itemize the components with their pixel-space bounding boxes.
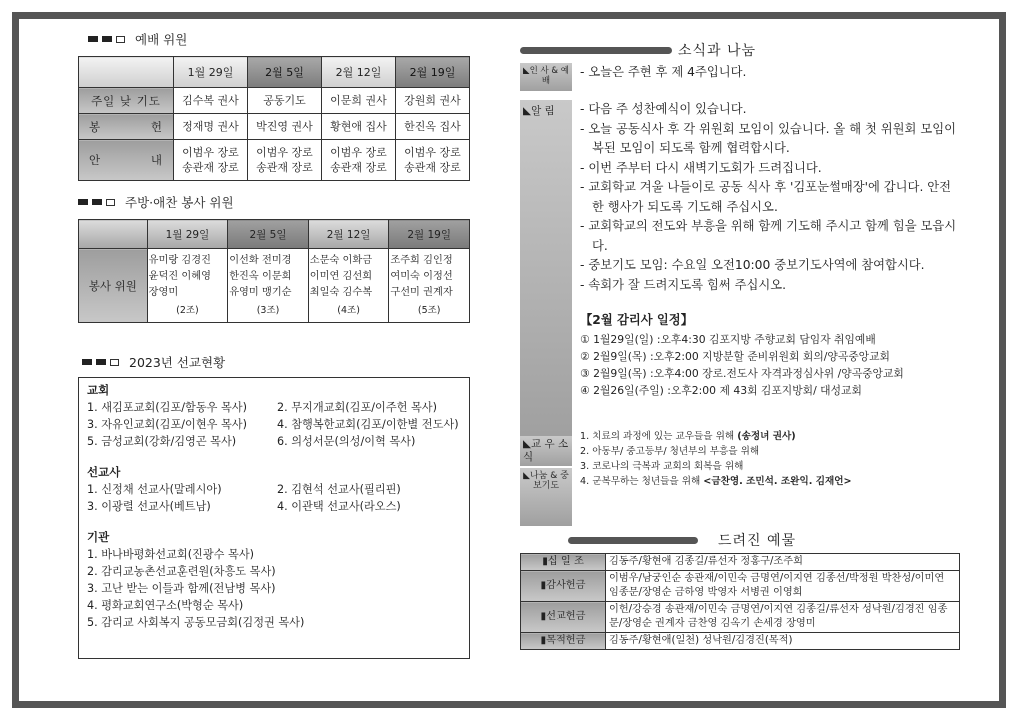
schedule-item: ④ 2월26일(주일) :오후2:00 제 43회 김포지방회/ 대성교회 [580, 383, 862, 397]
square-icon [102, 36, 112, 42]
offering-label: ▮선교헌금 [521, 602, 606, 633]
worship-table [78, 56, 470, 181]
list-item: 1. 새김포교회(김포/함동우 목사) 2. 무지개교회(김포/이주헌 목사) [87, 401, 437, 414]
news-notices [520, 100, 960, 526]
table-corner [79, 57, 174, 88]
member-news-tag: ◣교 우 소 식 [520, 436, 572, 466]
news-section-title: 소식과 나눔 [520, 40, 960, 60]
kitchen-section-title: 주방·애찬 봉사 위원 [78, 193, 470, 211]
notice-tag: ◣알 림 [520, 100, 572, 436]
list-item: 3. 고난 받는 이들과 함께(전남병 목사) [87, 582, 276, 595]
list-item: - 중보기도 모임: 수요일 오전10:00 중보기도사역에 참여합시다. [580, 258, 925, 272]
worship-section-title: 예배 위원 [88, 30, 470, 48]
table-cell: 황현애 집사 [322, 114, 396, 140]
greeting-text: - 오늘은 주현 후 제 4주입니다. [580, 65, 747, 79]
date-header: 2월 5일 [248, 57, 322, 88]
title-bar [520, 47, 672, 54]
schedule-item: ① 1월29일(일) :오후4:30 김포지방 주향교회 담임자 취임예배 [580, 332, 876, 346]
offerings-section-title: 드려진 예물 [568, 530, 960, 550]
offering-names: 김동주/황현애 김종길/류선자 정홍구/조주희 [606, 554, 960, 571]
date-header: 1월 29일 [174, 57, 248, 88]
list-item: 5. 금성교회(강화/김영곤 목사) 6. 의성서문(의성/이혁 목사) [87, 435, 416, 448]
table-cell: 이문희 권사 [322, 88, 396, 114]
list-item: 5. 감리교 사회복지 공동모금회(김정권 목사) [87, 616, 305, 629]
list-item: 3. 이광렬 선교사(베트남) 4. 이관택 선교사(라오스) [87, 500, 401, 513]
missionary-heading: 선교사 [87, 465, 121, 479]
list-item: 1. 바나바평화선교회(진광수 목사) [87, 548, 255, 561]
right-column [520, 40, 960, 650]
table-cell: 이범우 장로 송관재 장로 [396, 140, 470, 181]
square-icon [96, 359, 106, 365]
offering-label: ▮십 일 조 [521, 554, 606, 571]
mission-box [78, 377, 470, 659]
date-header: 2월 19일 [396, 57, 470, 88]
list-item: - 교회학교의 전도와 부흥을 위해 함께 기도해 주시고 함께 힘을 모읍시다. [580, 219, 957, 253]
list-item: 2. 감리교농촌선교훈련원(차흥도 목사) [87, 565, 276, 578]
list-item: - 속회가 잘 드려지도록 힘써 주십시오. [580, 277, 787, 292]
square-outline-icon [116, 36, 125, 43]
offering-names: 김동주/황현애(일천) 성낙원/김경진(목적) [606, 633, 960, 650]
table-cell: 강원희 권사 [396, 88, 470, 114]
prayer-list [580, 429, 960, 489]
list-item: 4. 평화교회연구소(박형순 목사) [87, 599, 244, 612]
table-corner [79, 220, 148, 249]
table-cell: 한진옥 집사 [396, 114, 470, 140]
table-cell: 이선화 전미경 한진옥 이문희 유영미 맹기순 (3조) [228, 249, 309, 323]
table-cell: 정재명 권사 [174, 114, 248, 140]
table-cell: 이범우 장로 송관재 장로 [322, 140, 396, 181]
table-cell: 공동기도 [248, 88, 322, 114]
square-icon [78, 199, 88, 205]
list-item: - 오늘 공동식사 후 각 위원회 모임이 있습니다. 올 해 첫 위원회 모임이 복된 모임이 되도록 함께 협력합시다. [580, 121, 956, 155]
title-bar [568, 537, 698, 544]
row-label: 봉사 위원 [79, 249, 148, 323]
offering-label: ▮목적헌금 [521, 633, 606, 650]
offering-label: ▮감사헌금 [521, 571, 606, 602]
list-item: - 이번 주부터 다시 새벽기도회가 드려집니다. [580, 160, 822, 175]
list-item: 2. 아동부/ 중고등부/ 청년부의 부흥을 위해 [580, 445, 760, 457]
row-label: 안 내 [79, 140, 174, 181]
square-outline-icon [106, 199, 115, 206]
list-item: 4. 군복무하는 청년들을 위해 <금찬영. 조민석. 조완익. 김재언> [580, 475, 852, 487]
mission-section-title: 2023년 선교현황 [82, 353, 470, 371]
schedule-title: 【2월 감리사 일정】 [580, 313, 693, 327]
list-item: 1. 신정채 선교사(말레시아) 2. 김현석 선교사(필리핀) [87, 483, 401, 496]
date-header: 2월 5일 [228, 220, 309, 249]
square-icon [88, 36, 98, 42]
date-header: 2월 19일 [389, 220, 470, 249]
table-cell: 유미랑 김경진 윤덕진 이혜영 장영미 (2조) [147, 249, 228, 323]
schedule-item: ② 2월9일(목) :오후2:00 지방분할 준비위원회 회의/양곡중앙교회 [580, 349, 890, 363]
list-item: 3. 코로나의 극복과 교회의 회복을 위해 [580, 460, 744, 472]
offering-names: 이범우/남궁인순 송관재/이민숙 금명연/이지연 김종선/박정원 박찬성/이미연 임종문/장영순 금하영 박영자 서병권 이영희 [606, 571, 960, 602]
table-cell: 소문숙 이화금 이미연 김선희 최일숙 김수복 (4조) [308, 249, 389, 323]
square-outline-icon [110, 359, 119, 366]
square-icon [92, 199, 102, 205]
date-header: 1월 29일 [147, 220, 228, 249]
news-greeting [520, 63, 960, 91]
table-cell: 박진영 권사 [248, 114, 322, 140]
greeting-tag: ◣인 사 & 예 배 [520, 63, 572, 91]
list-item: - 다음 주 성찬예식이 있습니다. [580, 102, 747, 116]
schedule-item: ③ 2월9일(목) :오후4:00 장로.전도사 자격과정심사위 /양곡중앙교회 [580, 366, 904, 380]
date-header: 2월 12일 [308, 220, 389, 249]
table-cell: 이범우 장로 송관재 장로 [174, 140, 248, 181]
row-label: 봉 헌 [79, 114, 174, 140]
offering-names: 이헌/강승경 송관재/이민숙 금명연/이지연 김종길/류선자 성낙원/김경진 임종문/장영순 권계자 금찬영 김옥기 손세경 장영미 [606, 602, 960, 633]
org-heading: 기관 [87, 530, 110, 544]
table-cell: 김수복 권사 [174, 88, 248, 114]
list-item: - 교회학교 겨울 나들이로 공동 식사 후 '김포눈썰매장'에 갑니다. 안전한 행사가 되도록 기도해 주십시오. [580, 180, 952, 214]
kitchen-table [78, 219, 470, 323]
table-cell: 조주희 김인정 여미숙 이정선 구선미 권계자 (5조) [389, 249, 470, 323]
list-item: 1. 치료의 과정에 있는 교우들을 위해 (송정녀 권사) [580, 430, 796, 442]
date-header: 2월 12일 [322, 57, 396, 88]
church-heading: 교회 [87, 383, 110, 397]
square-icon [82, 359, 92, 365]
offerings-table [520, 553, 960, 650]
table-cell: 이범우 장로 송관재 장로 [248, 140, 322, 181]
row-label: 주일 낮 기도 [79, 88, 174, 114]
left-column [78, 30, 470, 659]
list-item: 3. 자유인교회(김포/이현우 목사) 4. 참행복한교회(김포/이한별 전도사) [87, 418, 459, 431]
prayer-tag: ◣나눔 & 중보기도 [520, 468, 572, 526]
